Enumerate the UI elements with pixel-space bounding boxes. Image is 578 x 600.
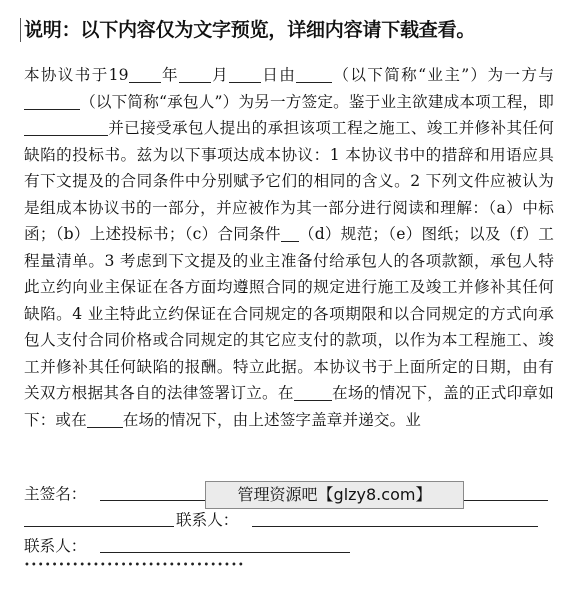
agreement-body — [24, 62, 554, 433]
contractor-name-blank — [24, 91, 80, 110]
project-name-blank — [24, 117, 108, 136]
witness-blank-2 — [87, 409, 123, 428]
body-text-7: 并已接受承包人提出的承担该项工程之施工、竣工并修补其任何缺陷的投标书。兹为以下事项达成本协议：1 本协议书中的措辞和用语应具有下文提及的合同条件中分别赋予它们的相同的含义。2 下列文件应被认为是组成本协议书的一部分，并应被作为其一部分进行阅读和理解：（a）中标函；（b）上述投标书；（c）合同条件 — [24, 119, 554, 243]
year-blank — [129, 64, 161, 83]
body-text-4: 日由 — [261, 66, 297, 84]
body-text-1: 本协议书于19 — [24, 66, 129, 84]
contact-label-1: 联系人： — [176, 511, 239, 529]
contact-line-1 — [252, 526, 538, 527]
owner-name-blank — [296, 64, 332, 83]
day-blank — [229, 64, 261, 83]
month-blank — [179, 64, 211, 83]
body-text-2: 年 — [160, 66, 179, 84]
body-text-6: （以下简称“承包人”）为另一方签定。鉴于业主欲建成本项工程，即 — [80, 92, 554, 111]
body-text-8: （d）规范；（e）图纸；以及（f）工程量清单。3 考虑到下文提及的业主准备付给承包人的各项款额，承包人特此立约向业主保证在各方面均遵照合同的规定进行施工及竣工并修补其任何缺陷。4 业主特此立约保证在合同规定的各项期限和以合同规定的方式向承包人支付合同价格或合同规定的其它应支付的款项，以作为本工程施工、竣工并修补其任何缺陷的报酬。特立此据。本协议书于上面所定的日期，由有关双方根据其各自的法律签署订立。在 — [24, 225, 554, 402]
body-text-9: 在场的情况下，盖的正式印章如下：或在 — [24, 384, 555, 429]
body-text-3: 月 — [210, 66, 230, 84]
owner-signature-label: 主签名： — [24, 485, 87, 503]
body-text-10: 在场的情况下，由上述签字盖章并递交。业 — [122, 410, 421, 429]
contact-line-2 — [100, 552, 350, 553]
conditions-blank — [281, 223, 299, 242]
preview-notice: 说明：以下内容仅为文字预览，详细内容请下载查看。 — [20, 18, 574, 42]
contractor-signature-line — [24, 526, 174, 527]
body-text-5: （以下简称“业主”）为一方与 — [332, 66, 554, 84]
contact-label-2: 联系人： — [24, 537, 87, 555]
witness-blank-1 — [294, 382, 332, 401]
dotted-separator: •••••••••••••••••••••••••••••••• — [24, 560, 245, 571]
site-watermark: 管理资源吧【glzy8.com】 — [205, 481, 464, 509]
